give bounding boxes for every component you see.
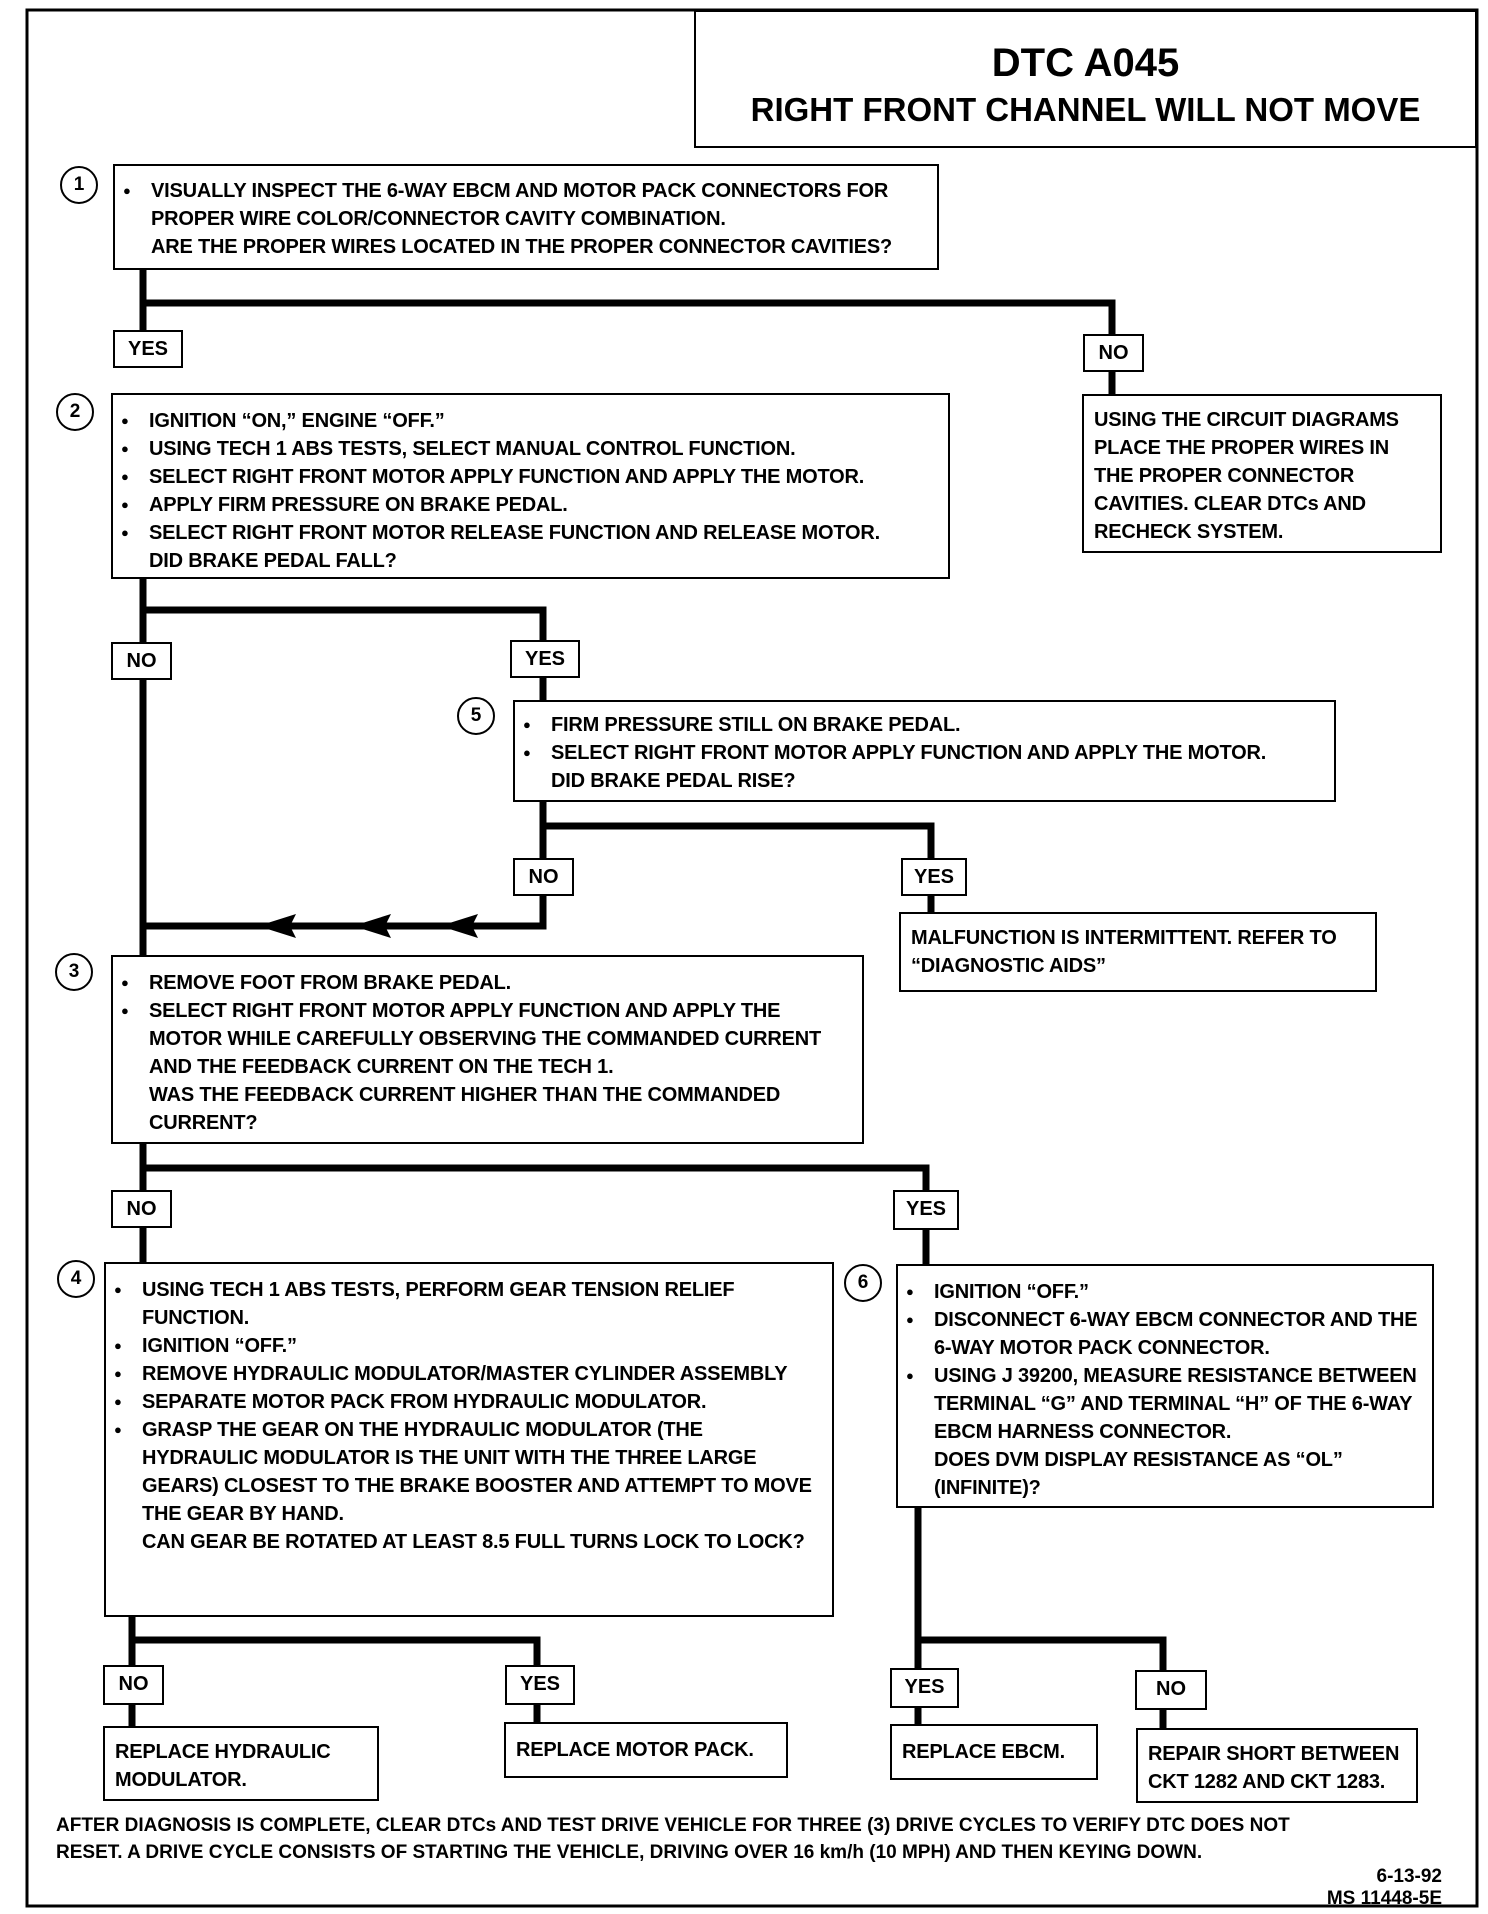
result-intermittent-text: MALFUNCTION IS INTERMITTENT. REFER TO “DIAGNOSTIC AIDS” [911, 927, 1337, 977]
step-3-box [111, 955, 864, 1144]
result-hydraulic-box [103, 1726, 379, 1801]
title-block [694, 10, 1477, 148]
step-2-bullet-5: ● SELECT RIGHT FRONT MOTOR RELEASE FUNCTION AND RELEASE MOTOR. [113, 519, 938, 547]
step-2-question: DID BRAKE PEDAL FALL? [149, 550, 397, 572]
step-5-number: 5 [457, 697, 495, 735]
footer-note: AFTER DIAGNOSIS IS COMPLETE, CLEAR DTCs AND TEST DRIVE VEHICLE FOR THREE (3) DRIVE CYCLES TO VERIFY DTC DOES NOT RESET. A DRIVE CYCLE CONSISTS OF STARTING THE VEHICLE, DRIVING OVER 16 km/h (10 MPH) AND THEN KEYING DOWN. [56, 1815, 1290, 1863]
footer-reference [1300, 1866, 1442, 1910]
step-5-box [513, 700, 1336, 802]
step-4-number: 4 [57, 1260, 95, 1298]
step-4-bullet-4: ● SEPARATE MOTOR PACK FROM HYDRAULIC MODULATOR. [106, 1388, 822, 1416]
step-6-bullet-2: ● DISCONNECT 6-WAY EBCM CONNECTOR AND THE 6-WAY MOTOR PACK CONNECTOR. [898, 1306, 1422, 1362]
label-s3-yes: YES [893, 1190, 959, 1230]
step-1-question: ARE THE PROPER WIRES LOCATED IN THE PROPER CONNECTOR CAVITIES? [151, 236, 892, 258]
step-5-question: DID BRAKE PEDAL RISE? [551, 770, 796, 792]
step-4-bullet-5: ● GRASP THE GEAR ON THE HYDRAULIC MODULATOR (THE HYDRAULIC MODULATOR IS THE UNIT WITH THE THREE LARGE GEARS) CLOSEST TO THE BRAKE BOOSTER AND ATTEMPT TO MOVE THE GEAR BY HAND. [106, 1416, 822, 1528]
step-2-bullet-1: ● IGNITION “ON,” ENGINE “OFF.” [113, 407, 938, 435]
result-intermittent-box [899, 912, 1377, 992]
step-1-box [113, 164, 939, 270]
line-s5-no-return [143, 896, 543, 926]
label-s2-yes: YES [510, 640, 580, 678]
step-4-bullet-1: ● USING TECH 1 ABS TESTS, PERFORM GEAR TENSION RELIEF FUNCTION. [106, 1276, 822, 1332]
label-s4-no: NO [103, 1665, 164, 1705]
label-s5-no: NO [513, 858, 574, 896]
step-4-box [104, 1262, 834, 1617]
step-3-bullet-1: ● REMOVE FOOT FROM BRAKE PEDAL. [113, 969, 852, 997]
step-6-number: 6 [844, 1264, 882, 1302]
step-1-number: 1 [60, 166, 98, 204]
step-2-bullet-4: ● APPLY FIRM PRESSURE ON BRAKE PEDAL. [113, 491, 938, 519]
line-s4-split [132, 1640, 537, 1665]
step-3-bullet-2: ● SELECT RIGHT FRONT MOTOR APPLY FUNCTION AND APPLY THE MOTOR WHILE CAREFULLY OBSERVING THE COMMANDED CURRENT AND THE FEEDBACK CURRENT ON THE TECH 1. [113, 997, 852, 1081]
label-s6-no: NO [1135, 1670, 1207, 1710]
step-2-bullet-2: ● USING TECH 1 ABS TESTS, SELECT MANUAL CONTROL FUNCTION. [113, 435, 938, 463]
footer-ms-number: MS 11448-5E [1326, 1888, 1442, 1909]
line-s6-split [918, 1640, 1163, 1670]
label-s2-no: NO [111, 642, 172, 680]
step-6-box [896, 1264, 1434, 1508]
line-s3-split [143, 1168, 926, 1190]
label-s1-no: NO [1083, 334, 1144, 372]
step-2-bullet-3: ● SELECT RIGHT FRONT MOTOR APPLY FUNCTION AND APPLY THE MOTOR. [113, 463, 938, 491]
result-hydraulic-text: REPLACE HYDRAULIC MODULATOR. [115, 1741, 331, 1791]
step-4-question: CAN GEAR BE ROTATED AT LEAST 8.5 FULL TURNS LOCK TO LOCK? [142, 1531, 805, 1553]
footer-date: 6-13-92 [1376, 1866, 1442, 1887]
step-6-bullet-3: ● USING J 39200, MEASURE RESISTANCE BETWEEN TERMINAL “G” AND TERMINAL “H” OF THE 6-WAY EBCM HARNESS CONNECTOR. [898, 1362, 1422, 1446]
result-ebcm-box [890, 1724, 1098, 1780]
result-ebcm-text: REPLACE EBCM. [902, 1741, 1065, 1763]
step-5-bullet-2: ● SELECT RIGHT FRONT MOTOR APPLY FUNCTION AND APPLY THE MOTOR. [515, 739, 1324, 767]
line-s5-split [543, 826, 931, 858]
result-wires-box [1082, 394, 1442, 553]
step-3-number: 3 [55, 953, 93, 991]
label-s5-yes: YES [901, 858, 967, 896]
dtc-subtitle: RIGHT FRONT CHANNEL WILL NOT MOVE [750, 91, 1421, 128]
step-1-bullet-1: ● VISUALLY INSPECT THE 6-WAY EBCM AND MOTOR PACK CONNECTORS FOR PROPER WIRE COLOR/CONNECTOR CAVITY COMBINATION. [115, 177, 927, 233]
result-short-text: REPAIR SHORT BETWEEN CKT 1282 AND CKT 1283. [1148, 1743, 1400, 1793]
line-s1-split [143, 303, 1112, 335]
step-2-box [111, 393, 950, 579]
result-wires-text: USING THE CIRCUIT DIAGRAMS PLACE THE PROPER WIRES IN THE PROPER CONNECTOR CAVITIES. CLEAR DTCs AND RECHECK SYSTEM. [1094, 409, 1399, 543]
label-s1-yes: YES [113, 330, 183, 368]
result-short-box [1136, 1728, 1418, 1803]
step-6-bullet-1: ● IGNITION “OFF.” [898, 1278, 1422, 1306]
step-4-bullet-2: ● IGNITION “OFF.” [106, 1332, 822, 1360]
step-3-question: WAS THE FEEDBACK CURRENT HIGHER THAN THE COMMANDED CURRENT? [149, 1084, 781, 1134]
step-6-question: DOES DVM DISPLAY RESISTANCE AS “OL” (INFINITE)? [934, 1449, 1343, 1499]
result-motor-pack-text: REPLACE MOTOR PACK. [516, 1739, 754, 1761]
dtc-code: DTC A045 [991, 41, 1180, 85]
step-4-bullet-3: ● REMOVE HYDRAULIC MODULATOR/MASTER CYLINDER ASSEMBLY [106, 1360, 822, 1388]
step-5-bullet-1: ● FIRM PRESSURE STILL ON BRAKE PEDAL. [515, 711, 1324, 739]
step-2-number: 2 [56, 393, 94, 431]
result-motor-pack-box [504, 1722, 788, 1778]
line-s2-split [143, 610, 543, 640]
label-s6-yes: YES [890, 1668, 959, 1708]
label-s3-no: NO [111, 1190, 172, 1228]
label-s4-yes: YES [505, 1665, 575, 1705]
